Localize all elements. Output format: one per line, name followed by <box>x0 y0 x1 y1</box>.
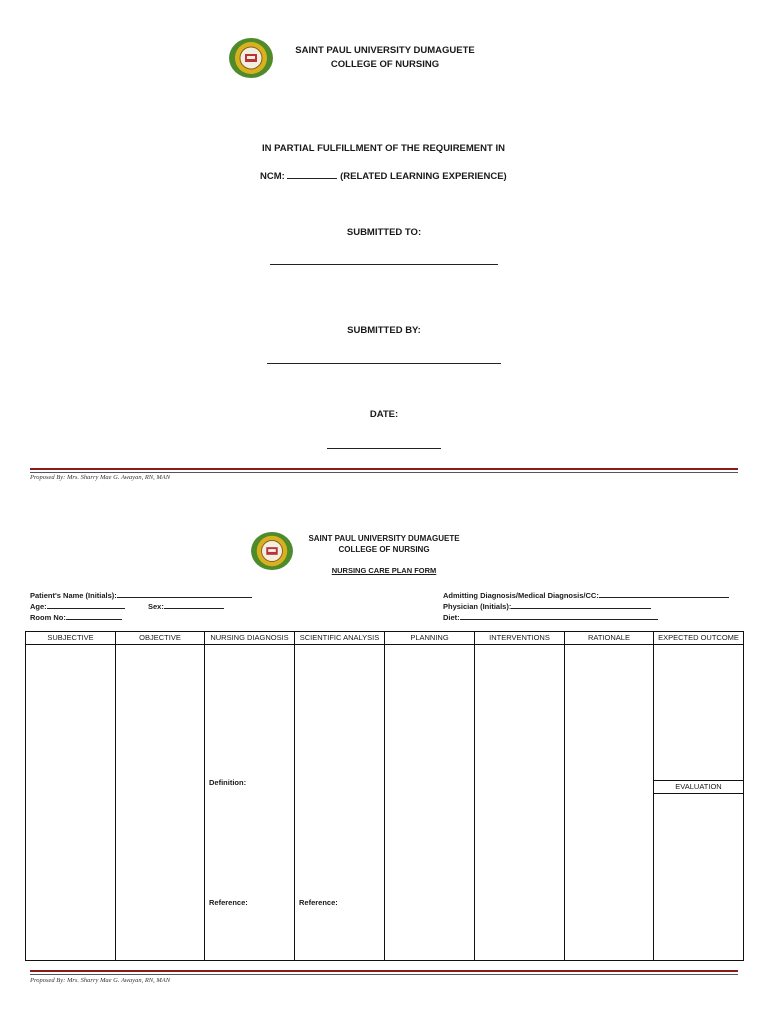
column-header: EXPECTED OUTCOME <box>654 632 743 645</box>
age-label: Age: <box>30 602 47 611</box>
column-header: INTERVENTIONS <box>475 632 564 645</box>
column-expected-outcome[interactable] <box>654 632 743 960</box>
column-header: NURSING DIAGNOSIS <box>205 632 294 645</box>
cover-college-name: COLLEGE OF NURSING <box>330 59 440 70</box>
form-footer-rule <box>30 970 738 975</box>
column-interventions[interactable] <box>475 632 565 960</box>
date-label: DATE: <box>369 409 399 420</box>
definition-label: Definition: <box>209 778 247 787</box>
column-header: SCIENTIFIC ANALYSIS <box>295 632 384 645</box>
room-label: Room No: <box>30 613 66 622</box>
submitted-by-label: SUBMITTED BY: <box>347 325 421 336</box>
submitted-to-line <box>270 264 498 265</box>
patient-name-label: Patient's Name (Initials): <box>30 591 117 600</box>
ncm-suffix: (RELATED LEARNING EXPERIENCE) <box>340 171 507 182</box>
age-field[interactable] <box>47 601 125 609</box>
evaluation-header: EVALUATION <box>654 780 743 794</box>
sex-label: Sex: <box>148 602 164 611</box>
form-footer-note: Proposed By: Mrs. Sharry Mae G. Awayan, RN, MAN <box>30 977 171 984</box>
form-college-name: COLLEGE OF NURSING <box>338 545 430 554</box>
patient-name-field[interactable] <box>117 590 252 598</box>
column-rationale[interactable] <box>565 632 654 960</box>
column-planning[interactable] <box>385 632 475 960</box>
form-title: NURSING CARE PLAN FORM <box>331 566 437 575</box>
date-line <box>327 448 441 449</box>
form-university-name: SAINT PAUL UNIVERSITY DUMAGUETE <box>308 534 460 543</box>
admitting-diagnosis-label: Admitting Diagnosis/Medical Diagnosis/CC: <box>443 591 599 600</box>
column-subjective[interactable] <box>26 632 116 960</box>
reference-label: Reference: <box>299 898 338 907</box>
reference-label: Reference: <box>209 898 248 907</box>
physician-field[interactable] <box>511 601 651 609</box>
column-header: PLANNING <box>385 632 474 645</box>
cover-footer-rule <box>30 468 738 473</box>
submitted-to-label: SUBMITTED TO: <box>346 227 422 238</box>
ncm-label: NCM: <box>260 171 285 182</box>
column-header: OBJECTIVE <box>116 632 204 645</box>
column-header: SUBJECTIVE <box>26 632 115 645</box>
column-objective[interactable] <box>116 632 205 960</box>
ncm-blank-line <box>287 171 337 179</box>
cover-footer-note: Proposed By: Mrs. Sharry Mae G. Awayan, RN, MAN <box>30 474 171 481</box>
diet-field[interactable] <box>460 612 658 620</box>
column-scientific-analysis[interactable] <box>295 632 385 960</box>
fulfillment-statement: IN PARTIAL FULFILLMENT OF THE REQUIREMENT IN <box>262 143 505 154</box>
room-field[interactable] <box>66 612 122 620</box>
university-seal-logo <box>228 37 274 79</box>
sex-field[interactable] <box>164 601 224 609</box>
cover-university-name: SAINT PAUL UNIVERSITY DUMAGUETE <box>295 45 475 56</box>
admitting-diagnosis-field[interactable] <box>599 590 729 598</box>
column-header: RATIONALE <box>565 632 653 645</box>
submitted-by-line <box>267 363 501 364</box>
column-nursing-diagnosis[interactable] <box>205 632 295 960</box>
diet-label: Diet: <box>443 613 460 622</box>
care-plan-table <box>25 631 744 961</box>
physician-label: Physician (Initials): <box>443 602 512 611</box>
